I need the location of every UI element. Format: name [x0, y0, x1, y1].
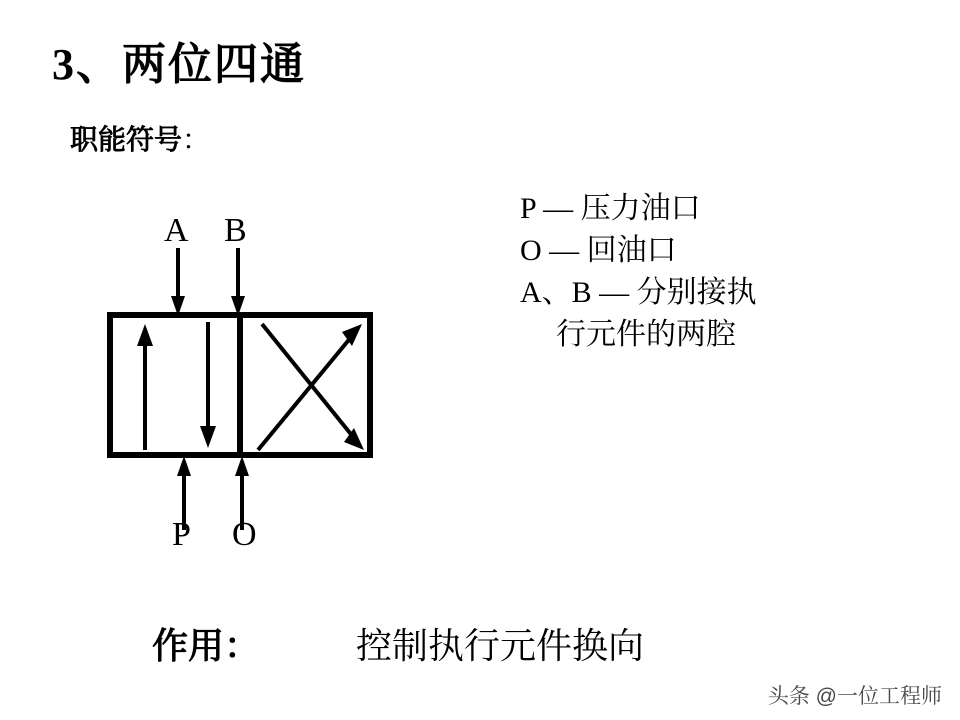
section-label-text: 职能符号: [70, 125, 183, 156]
role-label-colon: ：: [224, 626, 261, 666]
valve-symbol-svg: [90, 200, 490, 590]
section-label-function-symbol: [70, 118, 210, 158]
legend-item-ab-cont: 行元件的两腔: [556, 318, 736, 351]
legend-item-p: P — 压力油口: [520, 192, 701, 225]
port-label-p: P: [172, 516, 191, 553]
section-label-colon: ：: [182, 125, 211, 156]
right-box-cross-arrows: [258, 324, 364, 450]
port-label-a: A: [164, 212, 189, 249]
port-label-b: B: [224, 212, 247, 249]
legend-item-o: O — 回油口: [520, 234, 677, 267]
valve-symbol-diagram: [90, 200, 490, 590]
legend-item-ab: A、B — 分别接执: [520, 276, 757, 309]
page-title: 3、两位四通: [52, 40, 306, 89]
role-label: [152, 618, 260, 669]
left-box-down-arrow: [200, 322, 216, 448]
role-description: 控制执行元件换向: [356, 626, 645, 666]
port-label-o: O: [232, 516, 257, 553]
watermark: 头条 @一位工程师: [767, 685, 942, 708]
legend-list: [520, 188, 940, 356]
role-label-text: 作用: [152, 626, 225, 666]
left-box-up-arrow: [137, 324, 153, 450]
